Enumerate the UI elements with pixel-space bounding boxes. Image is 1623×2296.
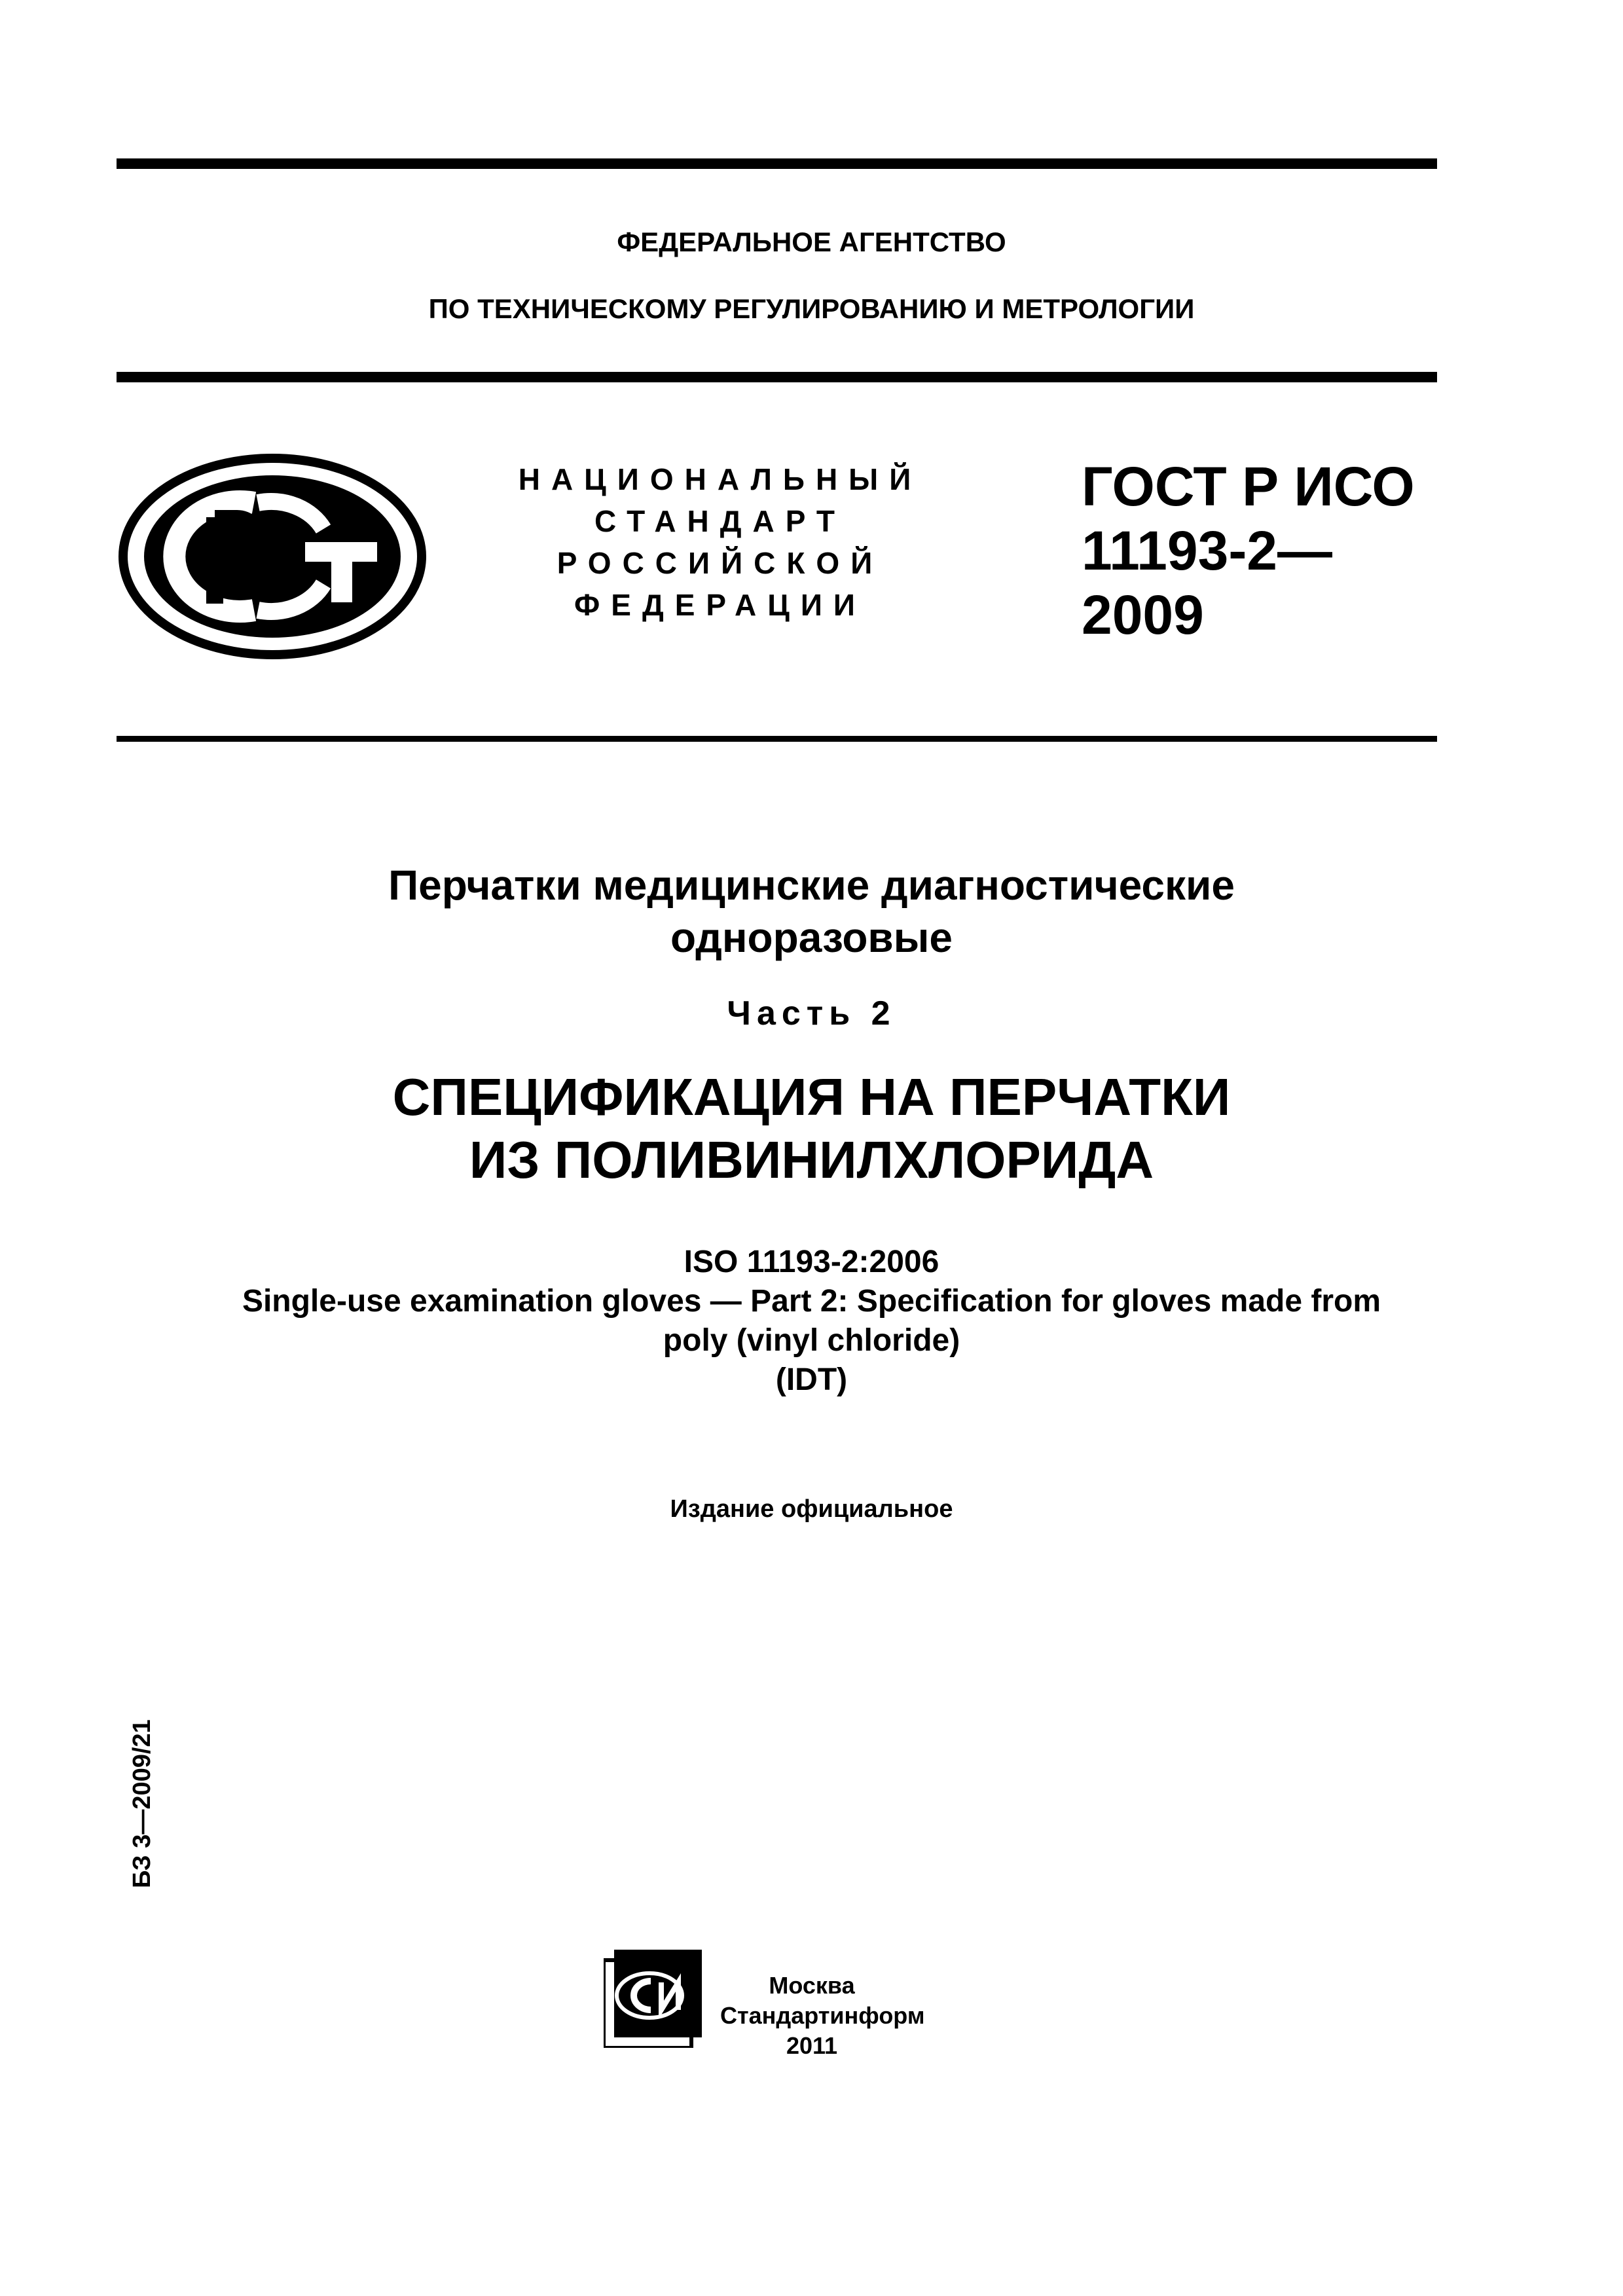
masthead-rule [117, 736, 1437, 742]
top-rule [117, 158, 1437, 169]
agency-line-1: ФЕДЕРАЛЬНОЕ АГЕНТСТВО [617, 227, 1006, 257]
standard-type-line-4: ФЕДЕРАЦИИ [574, 588, 866, 622]
header-rule [117, 372, 1437, 382]
side-code: БЗ 3—2009/21 [128, 1719, 156, 1888]
iso-title-line-1: Single-use examination gloves — Part 2: Specification for gloves made from [242, 1284, 1381, 1319]
designation-line-3: 2009 [1082, 584, 1204, 646]
standard-type-line-1: НАЦИОНАЛЬНЫЙ [518, 462, 922, 496]
designation-line-2: 11193-2— [1082, 520, 1333, 581]
rst-logo-icon [115, 452, 429, 661]
standard-type-line-2: СТАНДАРТ [594, 504, 846, 538]
subtitle-line-2: ИЗ ПОЛИВИНИЛХЛОРИДА [469, 1131, 1154, 1189]
publisher-year: 2011 [786, 2032, 838, 2059]
iso-title-line-3: (IDT) [775, 1362, 848, 1397]
designation-line-1: ГОСТ Р ИСО [1082, 456, 1415, 517]
title-line-2: одноразовые [670, 914, 953, 961]
standard-type [504, 458, 936, 626]
designation [1082, 454, 1415, 647]
title-line-1: Перчатки медицинские диагностические [388, 862, 1235, 909]
standartinform-logo-icon [604, 1950, 702, 2048]
subtitle-line-1: СПЕЦИФИКАЦИЯ НА ПЕРЧАТКИ [392, 1068, 1231, 1126]
edition-label: Издание официальное [670, 1495, 953, 1523]
publisher-city: Москва [769, 1972, 855, 1999]
publisher [720, 1971, 925, 2061]
standard-type-line-3: РОССИЙСКОЙ [556, 546, 884, 580]
iso-code: ISO 11193-2:2006 [684, 1245, 939, 1279]
part-label: Часть 2 [727, 994, 896, 1032]
iso-title-line-2: poly (vinyl chloride) [663, 1323, 960, 1358]
publisher-name: Стандартинформ [720, 2002, 925, 2029]
agency-line-2: ПО ТЕХНИЧЕСКОМУ РЕГУЛИРОВАНИЮ И МЕТРОЛОГИИ [428, 293, 1195, 324]
